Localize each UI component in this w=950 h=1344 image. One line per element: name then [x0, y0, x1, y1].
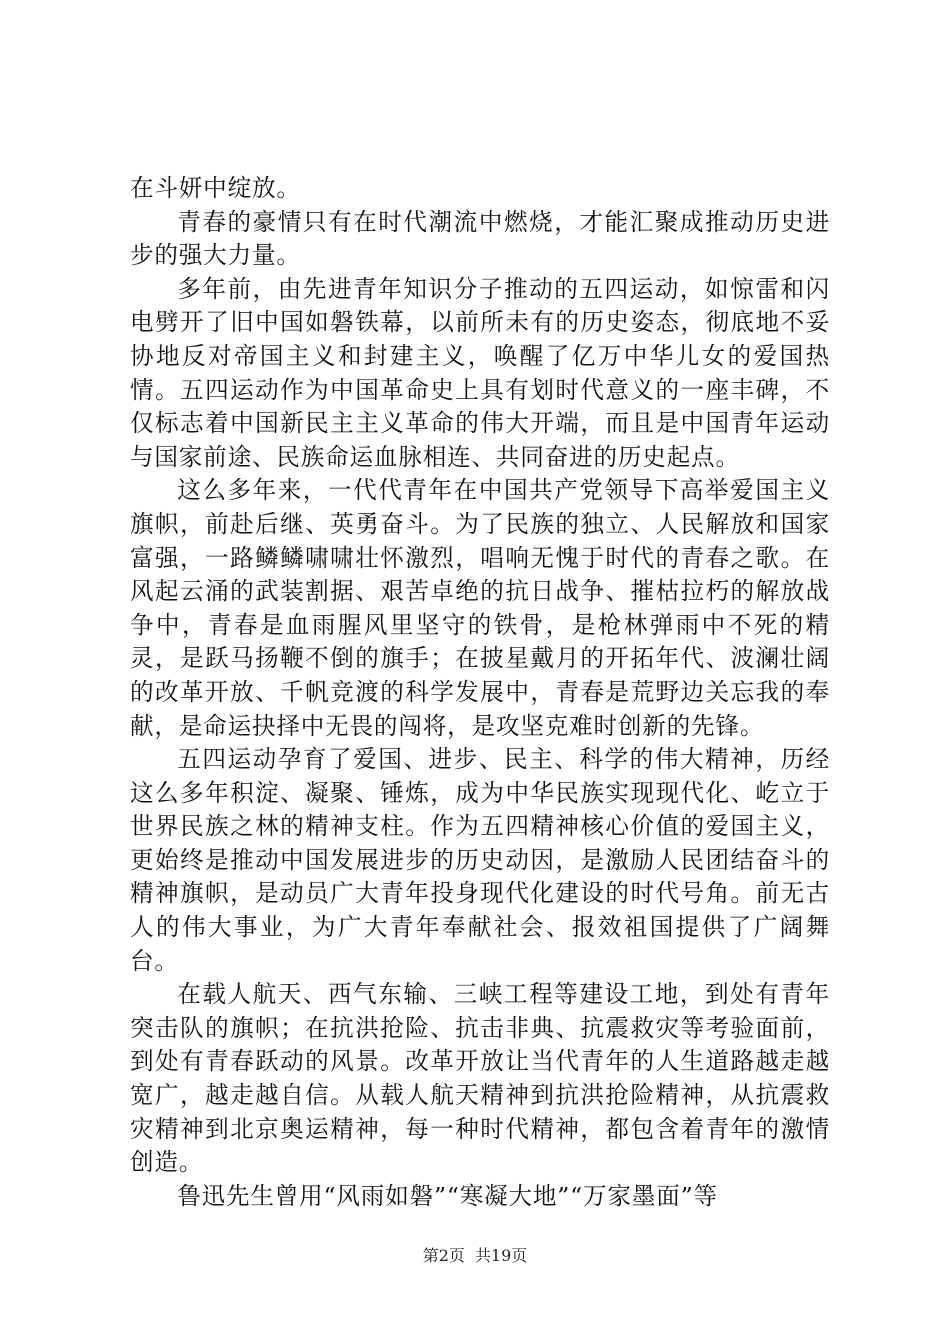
page-footer [0, 1243, 950, 1266]
paragraph-4: 这么多年来，一代代青年在中国共产党领导下高举爱国主义旗帜，前赴后继、英勇奋斗。为了民族的独立、人民解放和国家富强，一路鳞鳞啸啸壮怀激烈，唱响无愧于时代的青春之歌。在风起云涌的武装割据、艰苦卓绝的抗日战争、摧枯拉朽的解放战争中，青春是血雨腥风里坚守的铁骨，是枪林弹雨中不死的精灵，是跃马扬鞭不倒的旗手；在披星戴月的开拓年代、波澜壮阔的改革开放、千帆竞渡的科学发展中，青春是荒野边关忘我的奉献，是命运抉择中无畏的闯将，是攻坚克难时创新的先锋。 [130, 476, 830, 740]
paragraph-2: 青春的豪情只有在时代潮流中燃烧，才能汇聚成推动历史进步的强大力量。 [130, 207, 830, 270]
paragraph-6: 在载人航天、西气东输、三峡工程等建设工地，到处有青年突击队的旗帜；在抗洪抢险、抗击非典、抗震救灾等考验面前，到处有青春跃动的风景。改革开放让当代青年的人生道路越走越宽广，越走越自信。从载人航天精神到抗洪抢险精神，从抗震救灾精神到北京奥运精神，每一种时代精神，都包含着青年的激情创造。 [130, 980, 830, 1177]
page-total: 共19页 [474, 1246, 528, 1265]
paragraph-1: 在斗妍中绽放。 [130, 174, 301, 202]
paragraph-3: 多年前，由先进青年知识分子推动的五四运动，如惊雷和闪电劈开了旧中国如磐铁幕，以前所未有的历史姿态，彻底地不妥协地反对帝国主义和封建主义，唤醒了亿万中华儿女的爱国热情。五四运动作为中国革命史上具有划时代意义的一座丰碑，不仅标志着中国新民主主义革命的伟大开端，而且是中国青年运动与国家前途、民族命运血脉相连、共同奋进的历史起点。 [130, 274, 830, 471]
page-number: 第2页 [422, 1246, 465, 1265]
paragraph-7: 鲁迅先生曾用“风雨如磐”“寒凝大地”“万家墨面”等 [177, 1181, 718, 1210]
paragraph-5: 五四运动孕育了爱国、进步、民主、科学的伟大精神，历经这么多年积淀、凝聚、锤炼，成为中华民族实现现代化、屹立于世界民族之林的精神支柱。作为五四精神核心价值的爱国主义，更始终是推动中国发展进步的历史动因，是激励人民团结奋斗的精神旗帜，是动员广大青年投身现代化建设的时代号角。前无古人的伟大事业，为广大青年奉献社会、报效祖国提供了广阔舞台。 [130, 745, 830, 975]
document-body [130, 172, 830, 1213]
